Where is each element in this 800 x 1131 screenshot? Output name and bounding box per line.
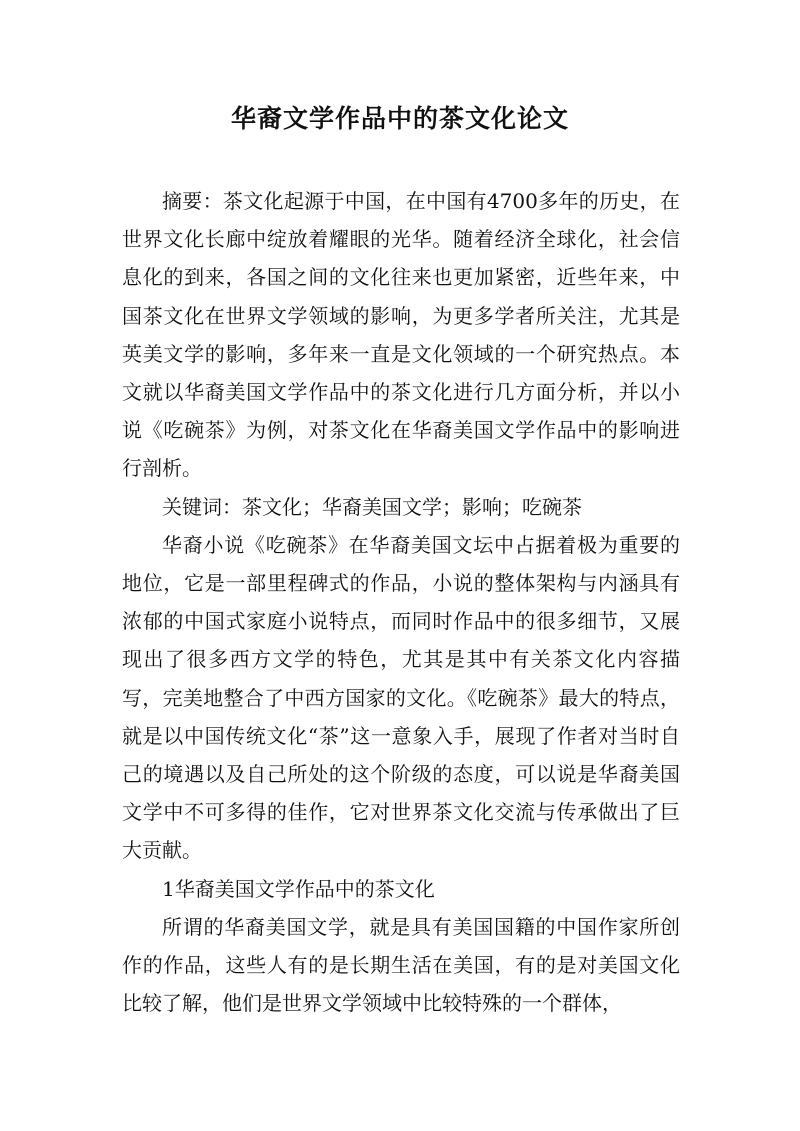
document-body <box>122 182 680 1022</box>
keywords-paragraph: 关键词：茶文化；华裔美国文学；影响；吃碗茶 <box>162 494 582 519</box>
document-title: 华裔文学作品中的茶文化论文 <box>230 104 569 133</box>
abstract-paragraph: 摘要：茶文化起源于中国，在中国有4700多年的历史，在世界文化长廊中绽放着耀眼的光华。随着经济全球化，社会信息化的到来，各国之间的文化往来也更加紧密，近些年来，中国茶文化在世界文学领域的影响，为更多学者所关注，尤其是英美文学的影响，多年来一直是文化领域的一个研究热点。本文就以华裔美国文学作品中的茶文化进行几方面分析，并以小说《吃碗茶》为例，对茶文化在华裔美国文学作品中的影响进行剖析。 <box>122 189 680 481</box>
section-paragraph: 所谓的华裔美国文学，就是具有美国国籍的中国作家所创作的作品，这些人有的是长期生活在美国，有的是对美国文化比较了解，他们是世界文学领域中比较特殊的一个群体， <box>122 914 680 1016</box>
intro-paragraph: 华裔小说《吃碗茶》在华裔美国文坛中占据着极为重要的地位，它是一部里程碑式的作品，小说的整体架构与内涵具有浓郁的中国式家庭小说特点，而同时作品中的很多细节，又展现出了很多西方文学的特色，尤其是其中有关茶文化内容描写，完美地整合了中西方国家的文化。《吃碗茶》最大的特点，就是以中国传统文化“茶”这一意象入手，展现了作者对当时自己的境遇以及自己所处的这个阶级的态度，可以说是华裔美国文学中不可多得的佳作，它对世界茶文化交流与传承做出了巨大贡献。 <box>122 532 680 863</box>
section-heading: 1华裔美国文学作品中的茶文化 <box>162 876 435 901</box>
